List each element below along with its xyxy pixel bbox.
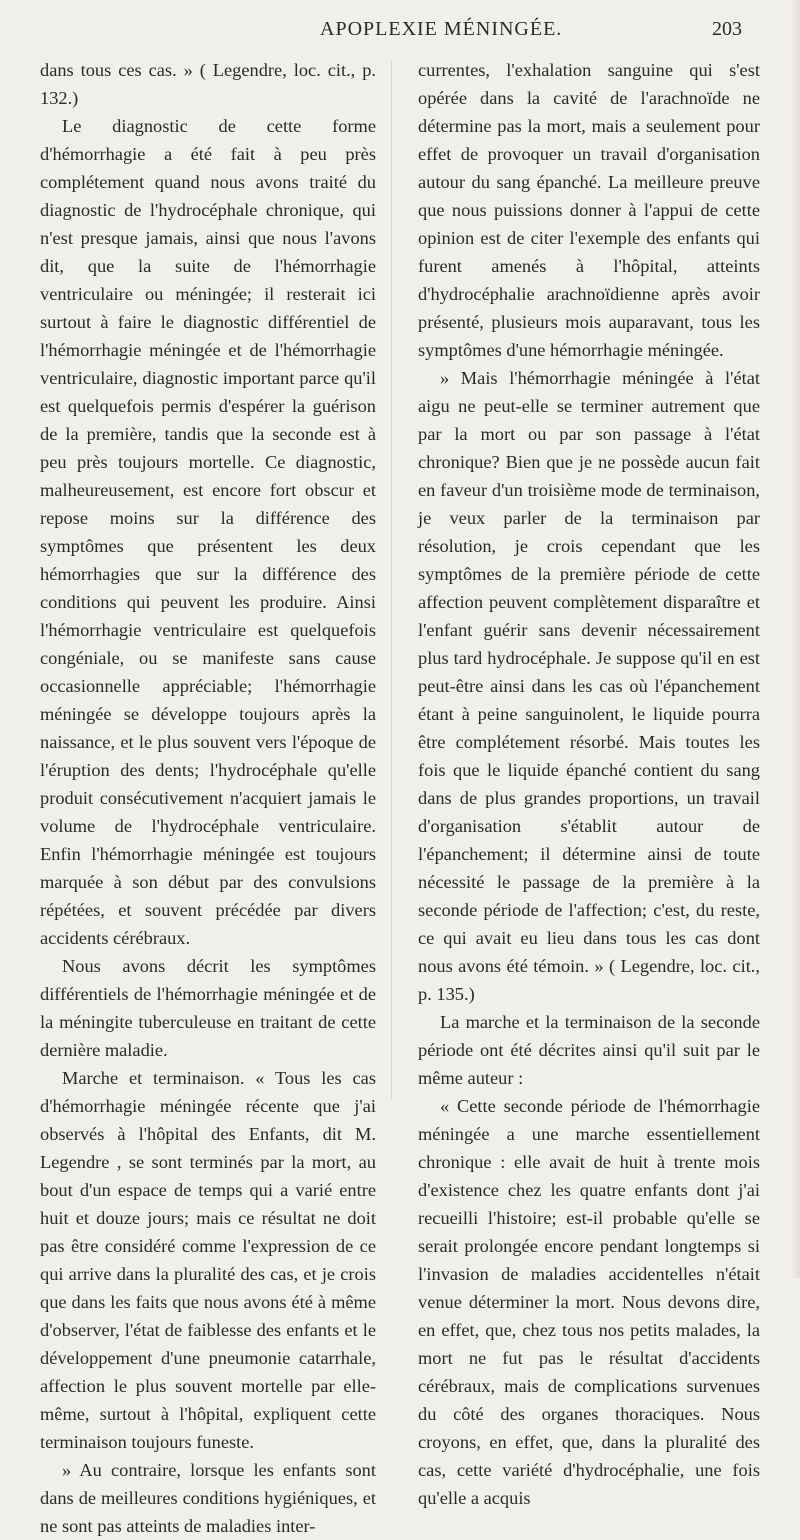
paragraph: » Mais l'hémorrhagie méningée à l'état aigu ne peut-elle se terminer autrement que par la mort ou par son passage à l'état chronique? Bien que je ne possède aucun fait en faveur d'un troisième mode de terminaison, je veux parler de la terminaison par résolution, je crois cependant que les symptômes de la première période de cette affection peuvent complètement disparaître et l'enfant guérir sans devenir nécessairement plus tard hydrocéphale. Je suppose qu'il en est peut-être ainsi dans les cas où l'épanchement étant à peine sanguinolent, le liquide pourra être complétement résorbé. Mais toutes les fois que le liquide épanché contient du sang dans de plus grandes proportions, un travail d'organisation s'établit autour de l'épanchement; il détermine ainsi de toute nécessité le passage de la première à la seconde période de l'affection; c'est, du reste, ce qui avait eu lieu dans tous les cas dont nous avons été témoin. » ( Legendre, loc. cit., p. 135.)	[418, 368, 760, 1004]
paragraph: currentes, l'exhalation sanguine qui s'est opérée dans la cavité de l'arachnoïde ne détermine pas la mort, mais a seulement pour effet de provoquer un travail d'organisation autour du sang épanché. La meilleure preuve que nous puissions donner à l'appui de cette opinion est de citer l'exemple des enfants qui furent amenés à l'hôpital, atteints d'hydrocéphalie arachnoïdienne après avoir présenté, plusieurs mois auparavant, tous les symptômes d'une hémorrhagie méningée.	[418, 60, 760, 360]
paragraph: La marche et la terminaison de la seconde période ont été décrites ainsi qu'il suit par le même auteur :	[418, 1012, 760, 1088]
running-title: APOPLEXIE MÉNINGÉE.	[320, 18, 563, 40]
paragraph: » Au contraire, lorsque les enfants sont dans de meilleures conditions hygiéniques, et ne sont pas atteints de maladies inter-	[40, 1460, 376, 1536]
page-number: 203	[712, 18, 742, 40]
left-column	[40, 56, 376, 1540]
paragraph: Marche et terminaison. « Tous les cas d'hémorrhagie méningée récente que j'ai observés à l'hôpital des Enfants, dit M. Legendre , se sont terminés par la mort, au bout d'un espace de temps qui a varié entre huit et douze jours; mais ce résultat ne doit pas être considéré comme l'expression de ce qui arrive dans la pluralité des cas, et je crois que dans les faits que nous avons été à même d'observer, l'état de faiblesse des enfants et le développement d'une pneumonie catarrhale, affection le plus souvent mortelle par elle-même, surtout à l'hôpital, expliquent cette terminaison toujours funeste.	[40, 1068, 376, 1452]
paragraph: dans tous ces cas. » ( Legendre, loc. cit., p. 132.)	[40, 60, 376, 108]
page-edge	[790, 0, 800, 1278]
right-column	[418, 56, 760, 1512]
running-head	[0, 18, 800, 48]
paragraph: « Cette seconde période de l'hémorrhagie méningée a une marche essentiellement chronique : elle avait de huit à trente mois d'existence chez les quatre enfants dont j'ai recueilli l'histoire; est-il probable qu'elle se serait prolongée encore pendant longtemps si l'invasion de maladies accidentelles n'était venue déterminer la mort. Nous devons dire, en effet, que, chez tous nos petits malades, la mort ne fut pas le résultat d'accidents cérébraux, mais de complications survenues du côté des organes thoraciques. Nous croyons, en effet, que, dans la pluralité des cas, cette variété d'hydrocéphalie, une fois qu'elle a acquis	[418, 1096, 760, 1508]
paragraph: Le diagnostic de cette forme d'hémorrhagie a été fait à peu près complétement quand nous avons traité du diagnostic de l'hydrocéphale chronique, qui n'est presque jamais, ainsi que nous l'avons dit, que la suite de l'hémorrhagie ventriculaire ou méningée; il resterait ici surtout à faire le diagnostic différentiel de l'hémorrhagie méningée et de l'hémorrhagie ventriculaire, diagnostic important parce qu'il est quelquefois permis d'espérer la guérison de la première, tandis que la seconde est à peu près toujours mortelle. Ce diagnostic, malheureusement, est encore fort obscur et repose moins sur la différence des symptômes que présentent les deux hémorrhagies que sur la différence des conditions qui peuvent les produire. Ainsi l'hémorrhagie ventriculaire est quelquefois congéniale, ou se manifeste sans cause occasionnelle appréciable; l'hémorrhagie méningée se développe toujours après la naissance, et le plus souvent vers l'époque de l'éruption des dents; l'hydrocéphale qu'elle produit consécutivement n'acquiert jamais le volume de l'hydrocéphale ventriculaire. Enfin l'hémorrhagie méningée est toujours marquée à son début par des convulsions répétées, et souvent précédée par divers accidents cérébraux.	[40, 116, 376, 948]
paragraph: Nous avons décrit les symptômes différentiels de l'hémorrhagie méningée et de la méningite tuberculeuse en traitant de cette dernière maladie.	[40, 956, 376, 1060]
column-gutter	[391, 60, 392, 1100]
